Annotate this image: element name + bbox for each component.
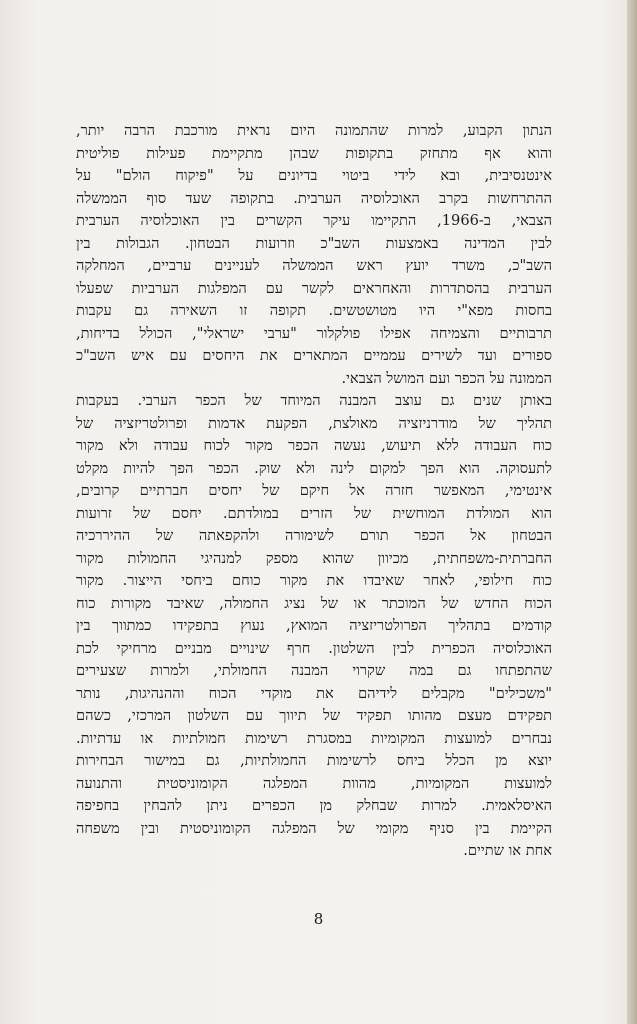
text-line: הקיימת בין סניף מקומי של המפלגה הקומוניסטית ובין משפחה <box>76 819 552 837</box>
text-line: לתעסוקה. הוא הפך למקום לינה ולא שוק. הכפר הפך להיות מקלט <box>76 459 552 477</box>
text-line: אינטנסיבית, ובא לידי ביטוי בדיונים על "פיקוח הולם" על <box>76 167 552 184</box>
text-line: הוא המולדת המוחשית של הזרים במולדתם. יחסם של זרועות <box>76 504 552 522</box>
text-line: תרבותיים והצמיחה אפילו פולקלור "ערבי ישראלי", הכולל בדיחות, <box>76 324 552 342</box>
text-line: הכוח החדש של המוכתר או של נציג החמולה, שאיבד מקורות כוח <box>76 594 552 612</box>
paragraph-end-line: אחת או שתיים. <box>463 842 552 859</box>
body-text <box>76 120 552 863</box>
text-line: "משכילים" מקבלים לידיהם את מוקדי הכוח וההנהיגות, נותר <box>76 684 552 702</box>
text-line: והוא אף מתחזק בתקופות שבהן מתקיימת פעילות פוליטית <box>76 144 552 162</box>
text-line: בחסות מפא"י היו מטושטשים. תקופה זו השאירה גם עקבות <box>76 302 552 319</box>
paragraph-end-line: הממונה על הכפר ועם המושל הצבאי. <box>341 369 552 387</box>
text-line: קודמים בתהליך הפרולטריזציה המואץ, נעוץ בתפקידו כמתווך בין <box>76 617 552 634</box>
text-line: ספורים ועד לשירים עממיים המתארים את היחסים עם איש השב"כ <box>76 347 552 364</box>
text-line: החברתית-משפחתית, מכיוון שהוא מספק למנהיגי החמולות מקור <box>76 549 552 567</box>
text-line: הבטחון אל הכפר תורם לשימורה ולהקפאתה של ההיררכיה <box>76 527 552 544</box>
text-line: תפקידם מעצם מהותו תפקיד של תיווך עם השלטון המרכזי, כשהם <box>76 707 552 724</box>
page-number: 8 <box>313 910 324 928</box>
text-line: כוח חילופי, לאחר שאיבדו את מקור כוחם ביחסי הייצור. מקור <box>76 572 552 589</box>
text-line: נבחרים למועצות המקומיות במסגרת רשימות חמולתיות או עדתיות. <box>76 729 552 747</box>
text-line: למועצות המקומיות, מהוות המפלגה הקומוניסטית והתנועה <box>76 774 552 792</box>
text-line: הערבית בהסתדרות והאחראים לקשר עם המפלגות הערביות שפעלו <box>76 279 552 297</box>
text-line: השב"כ, משרד יועץ ראש הממשלה לעניינים ערביים, המחלקה <box>76 257 552 274</box>
text-line: האוכלוסיה הכפרית לבין השלטון. חרף שינויים מבניים מרחיקי לכת <box>76 639 552 657</box>
text-line: הצבאי, ב-1966, התקיימו עיקר הקשרים בין האוכלוסיה הערבית <box>76 212 552 229</box>
text-line: באותן שנים גם עוצב המבנה המיוחד של הכפר הערבי. בעקבות <box>76 392 552 409</box>
text-line: ההתרחשות בקרב האוכלוסיה הערבית. בתקופה שעד סוף הממשלה <box>76 189 552 207</box>
text-line: כוח העבודה ללא תיעוש, נעשה הכפר מקור לכוח עבודה ולא מקור <box>76 437 552 454</box>
text-line: לבין המדינה באמצעות השב"כ וזרועות הבטחון. הגבולות בין <box>76 234 552 252</box>
text-line: אינטימי, המאפשר חזרה אל חיקם של יחסים חברתיים קרובים, <box>76 482 552 499</box>
text-line: הנתון הקבוע, למרות שהתמונה היום נראית מורכבת הרבה יותר, <box>76 122 552 139</box>
page-edge-shadow <box>627 0 637 1024</box>
text-line: תהליך של מודרניזציה מאולצת, הפקעת אדמות ופרולטריזציה של <box>76 414 552 432</box>
text-line: יוצא מן הכלל ביחס לרשימות החמולתיות, גם במישור הבחירות <box>76 752 552 769</box>
text-line: שהתפתחו גם במה שקרוי המבנה החמולתי, ולמרות שצעירים <box>76 662 552 679</box>
text-line: האיסלאמית. למרות שבחלק מן הכפרים ניתן להבחין בחפיפה <box>76 797 552 814</box>
